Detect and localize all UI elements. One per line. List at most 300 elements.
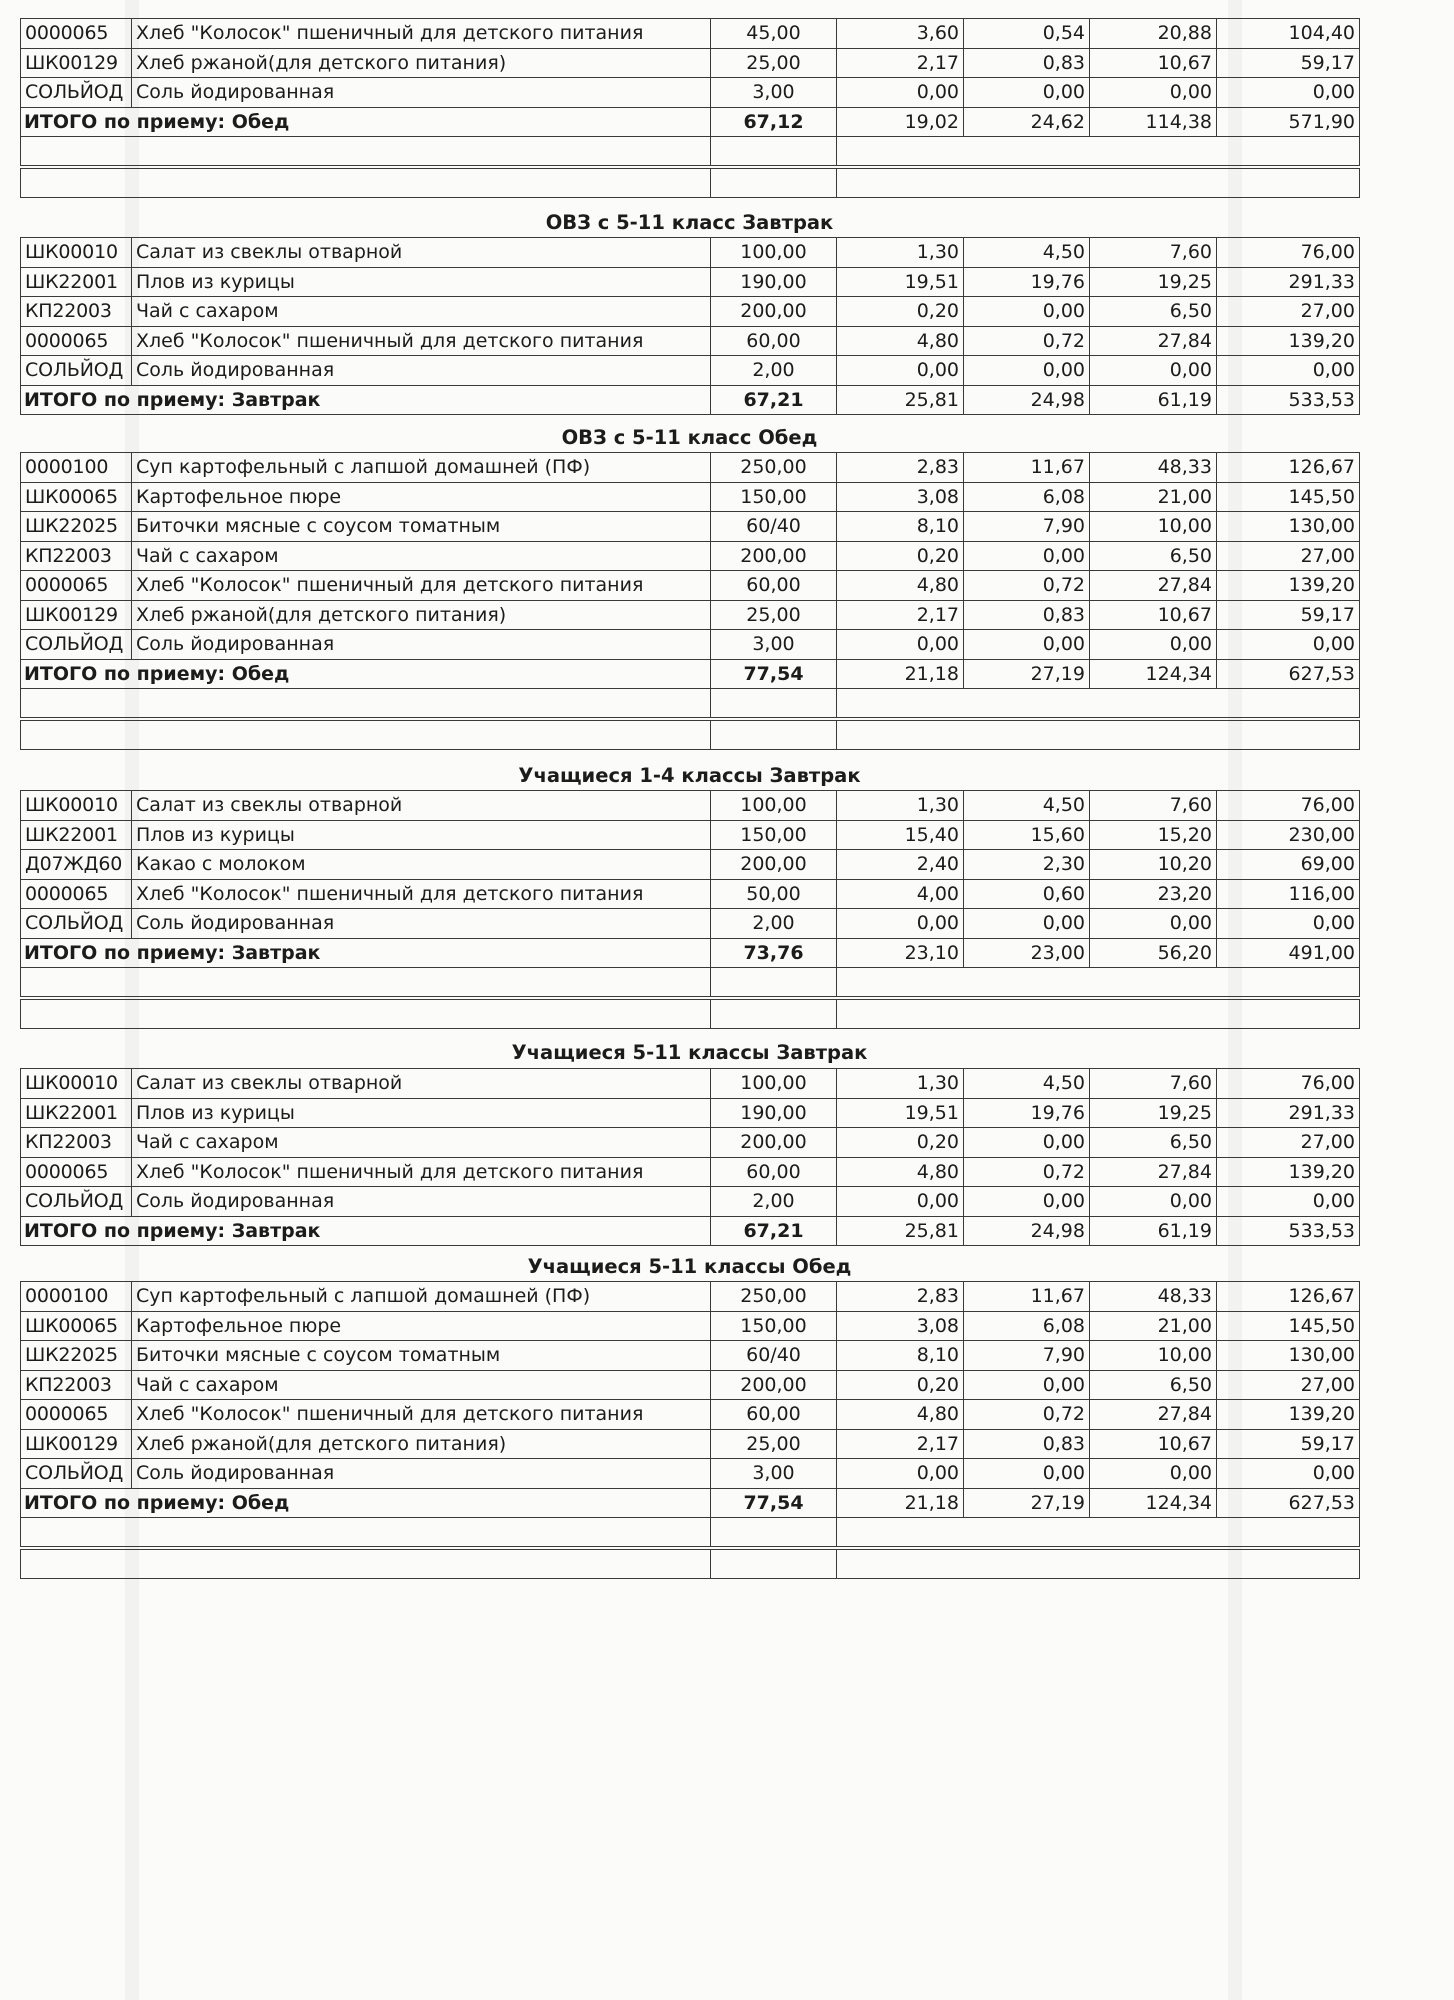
table-row [21,356,1360,386]
item-carbs: 27,84 [1090,1157,1217,1187]
item-code: ШК00010 [21,238,132,268]
empty-cell [837,968,1360,999]
item-kcal: 59,17 [1217,1429,1360,1459]
total-portion: 73,76 [711,938,837,968]
item-name: Хлеб ржаной(для детского питания) [132,1429,711,1459]
total-kcal: 533,53 [1217,385,1360,415]
item-fats: 0,72 [964,326,1090,356]
item-carbs: 15,20 [1090,820,1217,850]
item-carbs: 0,00 [1090,356,1217,386]
table-row [21,19,1360,49]
item-kcal: 0,00 [1217,356,1360,386]
item-carbs: 48,33 [1090,1282,1217,1312]
item-proteins: 0,00 [837,1187,964,1217]
menu-table [20,790,1360,1029]
table-row [21,1459,1360,1489]
table-row [21,326,1360,356]
item-portion: 200,00 [711,297,837,327]
empty-row [21,689,1360,720]
item-proteins: 0,20 [837,1128,964,1158]
total-proteins: 25,81 [837,385,964,415]
item-code: СОЛЬЙОД [21,909,132,939]
item-name: Чай с сахаром [132,1370,711,1400]
total-label: ИТОГО по приему: Обед [21,107,711,137]
item-fats: 0,00 [964,78,1090,108]
item-proteins: 0,00 [837,78,964,108]
item-code: ШК00065 [21,1311,132,1341]
item-name: Биточки мясные с соусом томатным [132,512,711,542]
item-carbs: 21,00 [1090,482,1217,512]
item-portion: 100,00 [711,1069,837,1099]
total-portion: 77,54 [711,1488,837,1518]
total-proteins: 23,10 [837,938,964,968]
total-label: ИТОГО по приему: Обед [21,659,711,689]
total-fats: 23,00 [964,938,1090,968]
item-portion: 3,00 [711,78,837,108]
item-kcal: 145,50 [1217,1311,1360,1341]
item-name: Хлеб "Колосок" пшеничный для детского питания [132,326,711,356]
item-code: 0000100 [21,1282,132,1312]
item-kcal: 139,20 [1217,326,1360,356]
item-portion: 60/40 [711,1341,837,1371]
table-row [21,850,1360,880]
total-label: ИТОГО по приему: Обед [21,1488,711,1518]
empty-cell [21,1518,711,1549]
menu-section [20,1068,1359,1246]
table-row [21,297,1360,327]
item-code: 0000100 [21,453,132,483]
item-fats: 0,72 [964,571,1090,601]
section-heading: Учащиеся 1-4 классы Завтрак [518,764,861,787]
item-fats: 0,83 [964,1429,1090,1459]
item-carbs: 6,50 [1090,1370,1217,1400]
total-portion: 67,21 [711,385,837,415]
item-proteins: 4,80 [837,1157,964,1187]
total-proteins: 25,81 [837,1216,964,1246]
menu-section [20,237,1359,415]
empty-cell [711,689,837,720]
item-code: СОЛЬЙОД [21,356,132,386]
item-fats: 19,76 [964,1098,1090,1128]
table-row [21,1128,1360,1158]
empty-row [21,998,1360,1029]
item-proteins: 0,20 [837,1370,964,1400]
item-kcal: 27,00 [1217,541,1360,571]
total-label: ИТОГО по приему: Завтрак [21,1216,711,1246]
item-name: Соль йодированная [132,630,711,660]
menu-section [20,452,1359,750]
item-code: ШК00129 [21,600,132,630]
item-name: Чай с сахаром [132,541,711,571]
item-fats: 4,50 [964,238,1090,268]
total-label: ИТОГО по приему: Завтрак [21,938,711,968]
table-row [21,600,1360,630]
table-row [21,909,1360,939]
item-fats: 11,67 [964,453,1090,483]
empty-cell [21,968,711,999]
item-fats: 0,00 [964,630,1090,660]
item-fats: 2,30 [964,850,1090,880]
item-carbs: 23,20 [1090,879,1217,909]
item-carbs: 10,67 [1090,1429,1217,1459]
table-row [21,512,1360,542]
item-name: Салат из свеклы отварной [132,791,711,821]
item-name: Соль йодированная [132,909,711,939]
item-kcal: 104,40 [1217,19,1360,49]
item-proteins: 4,80 [837,1400,964,1430]
empty-row [21,1518,1360,1549]
item-name: Соль йодированная [132,356,711,386]
empty-cell [837,1548,1360,1579]
empty-cell [21,689,711,720]
item-proteins: 0,00 [837,630,964,660]
total-kcal: 627,53 [1217,659,1360,689]
item-kcal: 76,00 [1217,1069,1360,1099]
total-carbs: 124,34 [1090,659,1217,689]
item-portion: 60,00 [711,1157,837,1187]
item-code: СОЛЬЙОД [21,78,132,108]
item-name: Картофельное пюре [132,482,711,512]
item-name: Плов из курицы [132,1098,711,1128]
total-proteins: 21,18 [837,1488,964,1518]
table-row [21,1311,1360,1341]
total-proteins: 19,02 [837,107,964,137]
item-code: КП22003 [21,541,132,571]
item-fats: 15,60 [964,820,1090,850]
item-kcal: 116,00 [1217,879,1360,909]
item-portion: 45,00 [711,19,837,49]
item-kcal: 126,67 [1217,1282,1360,1312]
item-fats: 6,08 [964,1311,1090,1341]
item-fats: 0,54 [964,19,1090,49]
table-row [21,571,1360,601]
table-row [21,1069,1360,1099]
item-name: Салат из свеклы отварной [132,238,711,268]
item-name: Соль йодированная [132,78,711,108]
item-portion: 100,00 [711,238,837,268]
item-portion: 200,00 [711,1370,837,1400]
empty-cell [837,167,1360,198]
item-proteins: 2,40 [837,850,964,880]
item-carbs: 27,84 [1090,326,1217,356]
item-portion: 50,00 [711,879,837,909]
item-proteins: 15,40 [837,820,964,850]
total-kcal: 533,53 [1217,1216,1360,1246]
total-fats: 24,98 [964,385,1090,415]
item-carbs: 19,25 [1090,267,1217,297]
item-fats: 0,00 [964,356,1090,386]
item-code: 0000065 [21,1400,132,1430]
table-row [21,267,1360,297]
item-code: 0000065 [21,879,132,909]
total-label: ИТОГО по приему: Завтрак [21,385,711,415]
total-row [21,107,1360,137]
empty-cell [21,998,711,1029]
item-name: Салат из свеклы отварной [132,1069,711,1099]
item-portion: 200,00 [711,1128,837,1158]
total-carbs: 124,34 [1090,1488,1217,1518]
item-carbs: 7,60 [1090,1069,1217,1099]
item-proteins: 1,30 [837,791,964,821]
item-code: ШК22001 [21,1098,132,1128]
section-heading: Учащиеся 5-11 классы Обед [527,1255,852,1278]
item-kcal: 0,00 [1217,1459,1360,1489]
total-row [21,1216,1360,1246]
total-row [21,385,1360,415]
item-code: 0000065 [21,326,132,356]
item-code: ШК00010 [21,1069,132,1099]
empty-cell [21,719,711,750]
item-fats: 4,50 [964,1069,1090,1099]
total-kcal: 627,53 [1217,1488,1360,1518]
table-row [21,879,1360,909]
item-kcal: 27,00 [1217,297,1360,327]
item-kcal: 139,20 [1217,571,1360,601]
item-carbs: 21,00 [1090,1311,1217,1341]
item-carbs: 10,67 [1090,600,1217,630]
item-fats: 0,72 [964,1157,1090,1187]
item-proteins: 2,17 [837,600,964,630]
item-kcal: 139,20 [1217,1157,1360,1187]
item-kcal: 76,00 [1217,791,1360,821]
total-row [21,1488,1360,1518]
item-portion: 60,00 [711,1400,837,1430]
item-fats: 6,08 [964,482,1090,512]
menu-section [20,790,1359,1029]
item-portion: 2,00 [711,1187,837,1217]
empty-row [21,167,1360,198]
item-fats: 0,00 [964,1459,1090,1489]
item-proteins: 0,00 [837,1459,964,1489]
table-row [21,1157,1360,1187]
table-row [21,630,1360,660]
item-proteins: 1,30 [837,1069,964,1099]
item-proteins: 4,00 [837,879,964,909]
item-code: 0000065 [21,571,132,601]
item-carbs: 48,33 [1090,453,1217,483]
item-code: ШК22001 [21,267,132,297]
empty-cell [711,968,837,999]
item-fats: 11,67 [964,1282,1090,1312]
item-proteins: 2,17 [837,1429,964,1459]
item-name: Соль йодированная [132,1459,711,1489]
item-kcal: 0,00 [1217,630,1360,660]
item-carbs: 6,50 [1090,541,1217,571]
item-name: Хлеб "Колосок" пшеничный для детского питания [132,571,711,601]
item-name: Суп картофельный с лапшой домашней (ПФ) [132,1282,711,1312]
empty-row [21,968,1360,999]
item-name: Хлеб "Колосок" пшеничный для детского питания [132,1400,711,1430]
item-code: 0000065 [21,1157,132,1187]
table-row [21,48,1360,78]
item-portion: 150,00 [711,820,837,850]
item-code: 0000065 [21,19,132,49]
item-portion: 3,00 [711,630,837,660]
item-kcal: 291,33 [1217,267,1360,297]
item-portion: 25,00 [711,600,837,630]
table-row [21,541,1360,571]
item-code: ШК00065 [21,482,132,512]
table-row [21,1400,1360,1430]
item-name: Хлеб ржаной(для детского питания) [132,48,711,78]
item-name: Суп картофельный с лапшой домашней (ПФ) [132,453,711,483]
item-name: Чай с сахаром [132,297,711,327]
item-portion: 60,00 [711,571,837,601]
item-kcal: 0,00 [1217,1187,1360,1217]
table-row [21,1429,1360,1459]
item-fats: 0,83 [964,600,1090,630]
item-portion: 190,00 [711,267,837,297]
item-proteins: 1,30 [837,238,964,268]
item-kcal: 59,17 [1217,48,1360,78]
item-name: Плов из курицы [132,267,711,297]
item-portion: 60,00 [711,326,837,356]
item-code: СОЛЬЙОД [21,1459,132,1489]
item-kcal: 69,00 [1217,850,1360,880]
item-name: Картофельное пюре [132,1311,711,1341]
item-code: ШК22025 [21,512,132,542]
item-proteins: 19,51 [837,267,964,297]
item-fats: 0,00 [964,541,1090,571]
table-row [21,78,1360,108]
total-kcal: 571,90 [1217,107,1360,137]
item-carbs: 0,00 [1090,1459,1217,1489]
total-carbs: 56,20 [1090,938,1217,968]
item-code: КП22003 [21,297,132,327]
total-fats: 27,19 [964,1488,1090,1518]
table-row [21,238,1360,268]
item-fats: 0,72 [964,1400,1090,1430]
item-fats: 4,50 [964,791,1090,821]
menu-section [20,18,1359,198]
empty-cell [21,167,711,198]
item-code: ШК00129 [21,1429,132,1459]
item-carbs: 0,00 [1090,78,1217,108]
item-proteins: 3,08 [837,482,964,512]
menu-table [20,237,1360,415]
item-proteins: 2,83 [837,453,964,483]
item-proteins: 4,80 [837,326,964,356]
item-kcal: 291,33 [1217,1098,1360,1128]
section-heading: ОВЗ с 5-11 класс Обед [561,426,818,449]
item-code: КП22003 [21,1370,132,1400]
empty-cell [711,137,837,168]
item-carbs: 0,00 [1090,630,1217,660]
table-row [21,791,1360,821]
item-carbs: 0,00 [1090,909,1217,939]
item-portion: 25,00 [711,48,837,78]
item-kcal: 126,67 [1217,453,1360,483]
table-row [21,820,1360,850]
table-row [21,482,1360,512]
item-portion: 2,00 [711,356,837,386]
total-fats: 24,62 [964,107,1090,137]
empty-cell [837,998,1360,1029]
item-fats: 0,00 [964,1187,1090,1217]
item-carbs: 0,00 [1090,1187,1217,1217]
total-carbs: 61,19 [1090,1216,1217,1246]
item-fats: 19,76 [964,267,1090,297]
item-proteins: 19,51 [837,1098,964,1128]
item-code: ШК22001 [21,820,132,850]
item-kcal: 59,17 [1217,600,1360,630]
item-fats: 7,90 [964,1341,1090,1371]
item-carbs: 10,00 [1090,1341,1217,1371]
item-name: Хлеб "Колосок" пшеничный для детского питания [132,879,711,909]
item-portion: 200,00 [711,541,837,571]
item-portion: 250,00 [711,453,837,483]
total-row [21,938,1360,968]
item-portion: 3,00 [711,1459,837,1489]
empty-cell [21,1548,711,1579]
item-proteins: 3,60 [837,19,964,49]
item-proteins: 0,00 [837,356,964,386]
item-code: СОЛЬЙОД [21,1187,132,1217]
item-portion: 150,00 [711,482,837,512]
item-fats: 7,90 [964,512,1090,542]
item-proteins: 2,17 [837,48,964,78]
menu-table [20,18,1360,198]
item-kcal: 27,00 [1217,1128,1360,1158]
total-proteins: 21,18 [837,659,964,689]
table-row [21,453,1360,483]
item-code: Д07ЖД60 [21,850,132,880]
total-carbs: 61,19 [1090,385,1217,415]
item-code: КП22003 [21,1128,132,1158]
item-fats: 0,00 [964,1370,1090,1400]
empty-cell [711,1518,837,1549]
item-proteins: 8,10 [837,512,964,542]
empty-cell [711,1548,837,1579]
item-portion: 190,00 [711,1098,837,1128]
item-proteins: 2,83 [837,1282,964,1312]
total-kcal: 491,00 [1217,938,1360,968]
item-kcal: 139,20 [1217,1400,1360,1430]
menu-table [20,1281,1360,1579]
section-heading: ОВЗ с 5-11 класс Завтрак [545,211,834,234]
item-carbs: 6,50 [1090,1128,1217,1158]
item-carbs: 27,84 [1090,571,1217,601]
table-row [21,1370,1360,1400]
item-carbs: 7,60 [1090,791,1217,821]
item-portion: 60/40 [711,512,837,542]
item-proteins: 4,80 [837,571,964,601]
item-code: ШК00129 [21,48,132,78]
item-portion: 150,00 [711,1311,837,1341]
total-portion: 67,12 [711,107,837,137]
item-carbs: 6,50 [1090,297,1217,327]
total-portion: 67,21 [711,1216,837,1246]
item-kcal: 76,00 [1217,238,1360,268]
item-carbs: 7,60 [1090,238,1217,268]
item-carbs: 27,84 [1090,1400,1217,1430]
total-row [21,659,1360,689]
empty-cell [837,1518,1360,1549]
item-code: ШК22025 [21,1341,132,1371]
empty-cell [711,719,837,750]
empty-row [21,137,1360,168]
table-row [21,1098,1360,1128]
item-portion: 200,00 [711,850,837,880]
item-kcal: 27,00 [1217,1370,1360,1400]
empty-cell [711,998,837,1029]
item-carbs: 10,20 [1090,850,1217,880]
item-name: Плов из курицы [132,820,711,850]
item-portion: 2,00 [711,909,837,939]
item-kcal: 0,00 [1217,78,1360,108]
total-portion: 77,54 [711,659,837,689]
item-name: Какао с молоком [132,850,711,880]
